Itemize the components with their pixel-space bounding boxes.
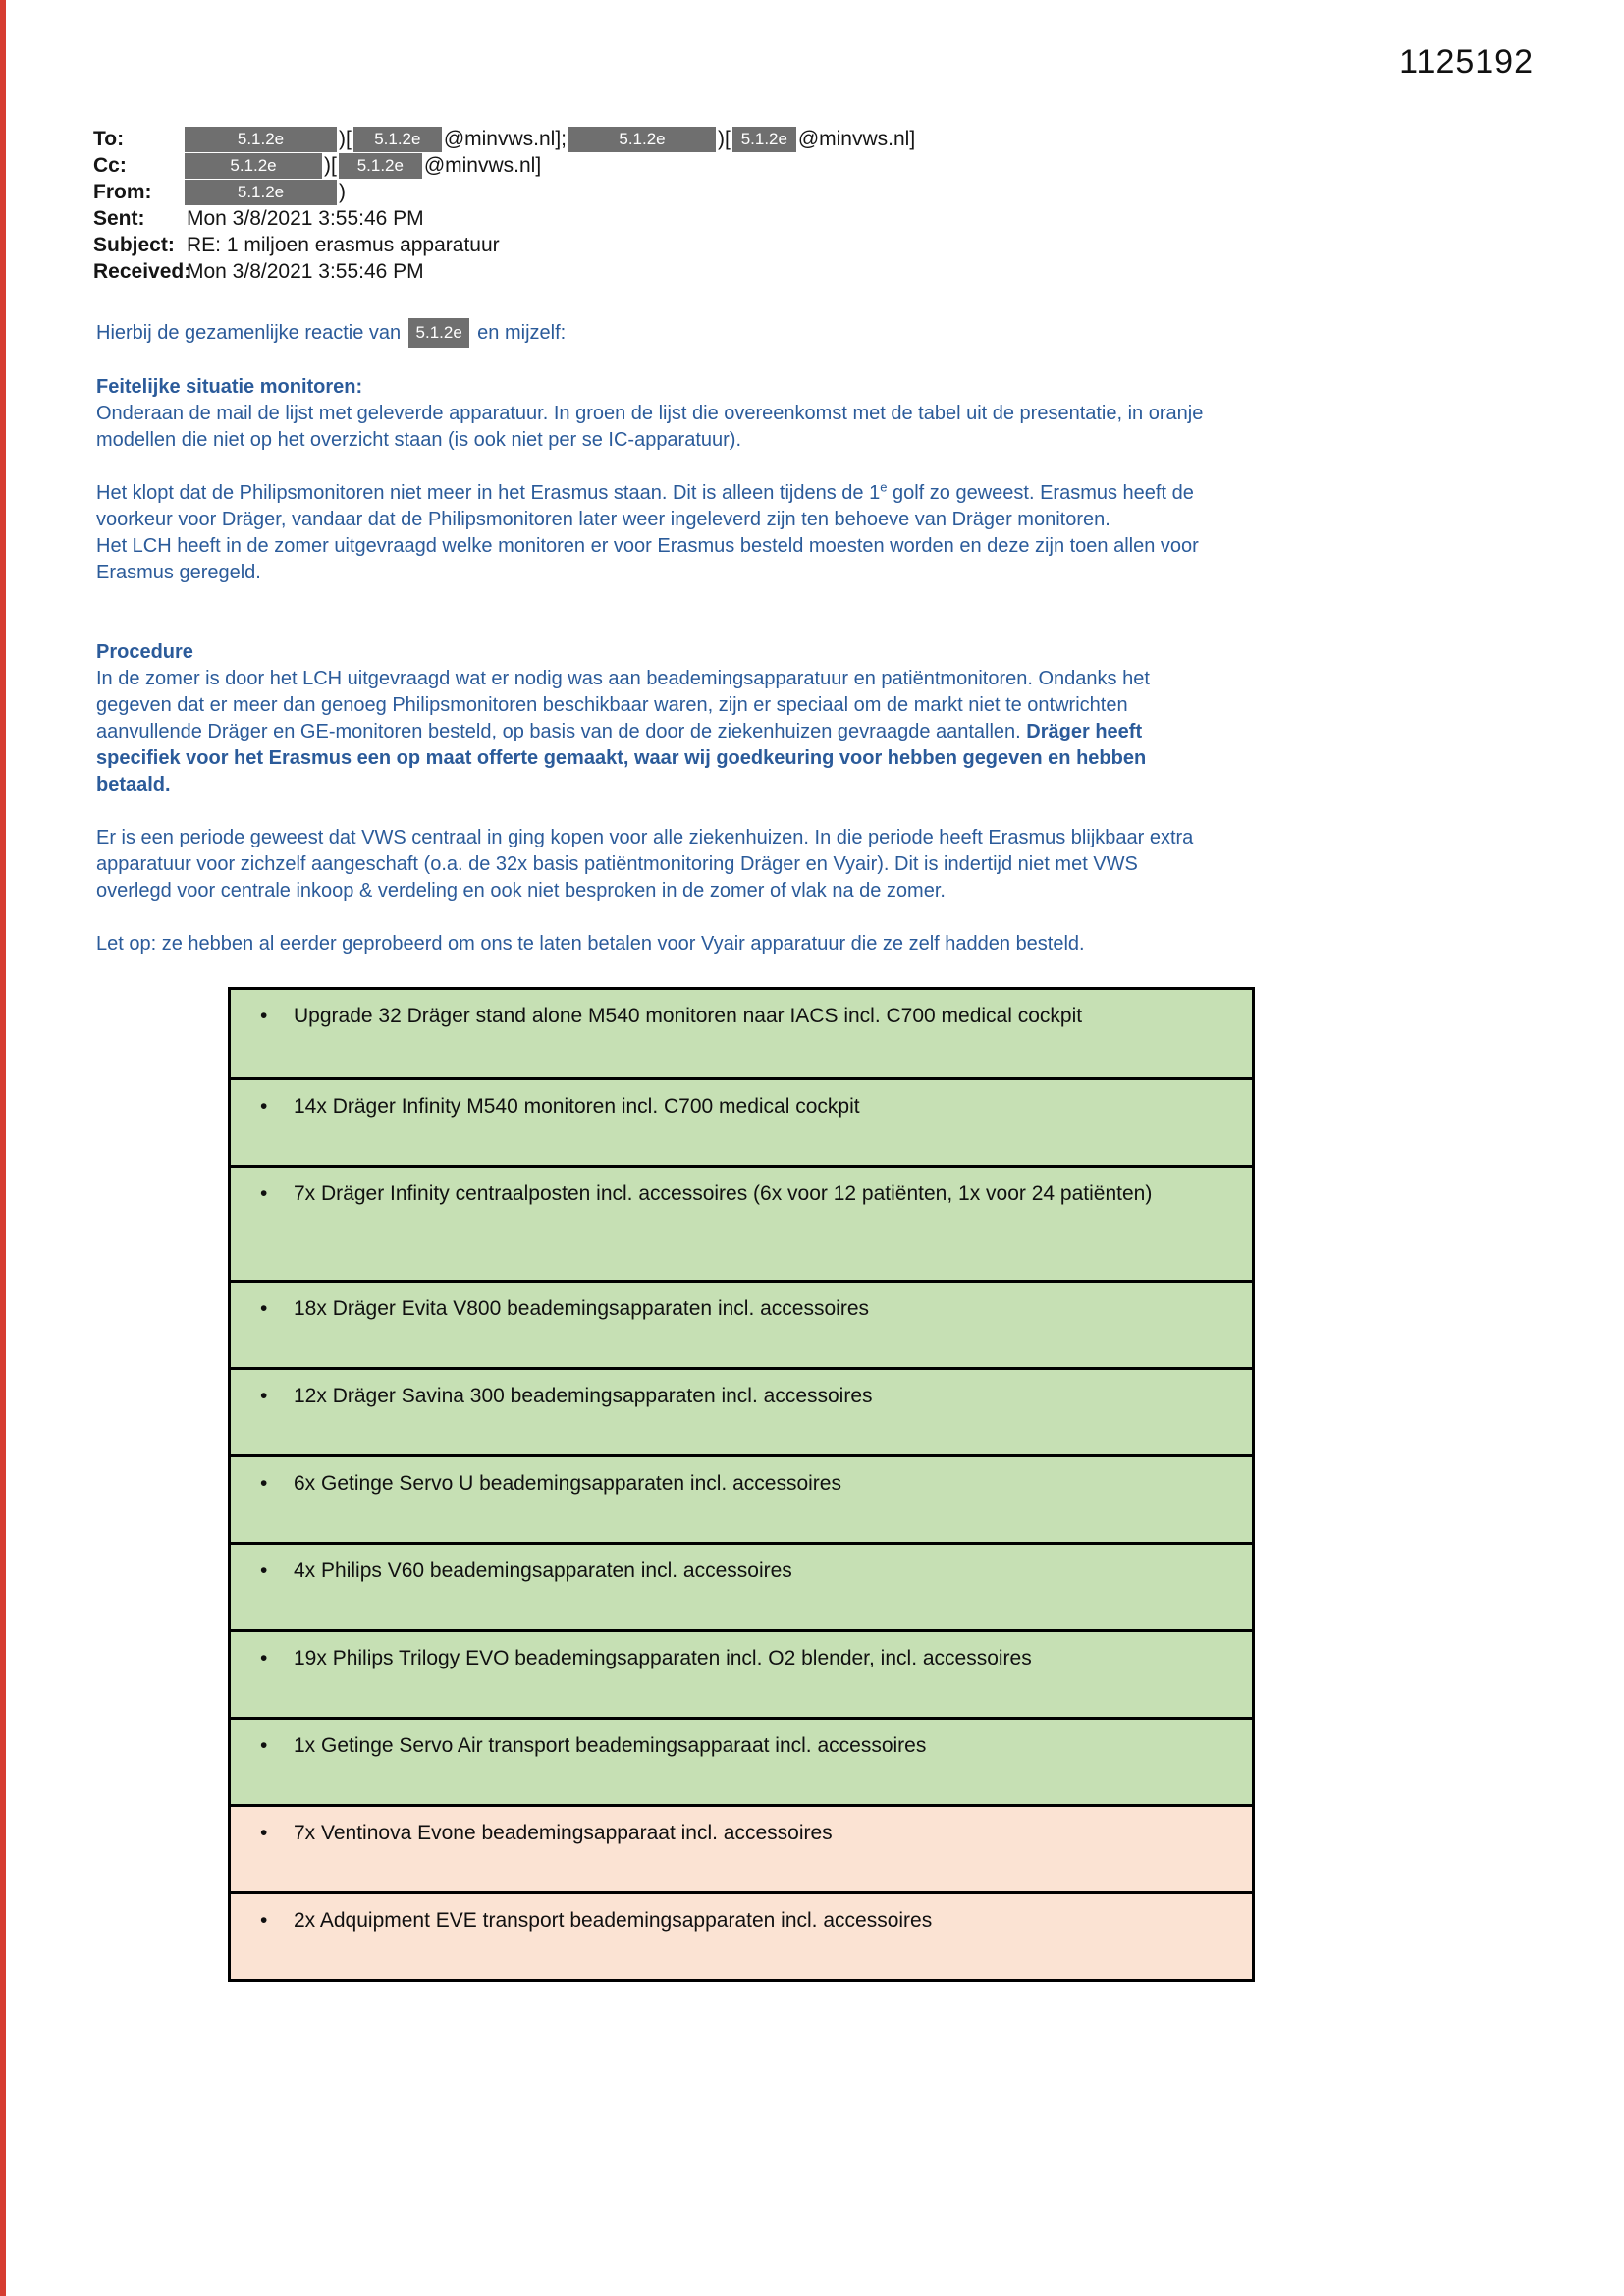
equipment-table (228, 987, 1255, 1982)
paragraph-overview: Onderaan de mail de lijst met geleverde apparatuur. In groen de lijst die overeenkomst met de tabel uit de presentatie, in oranje modellen die niet op het overzicht staan (is ook niet per se IC-apparatuur). (96, 403, 1204, 451)
redaction-box: 5.1.2e (185, 153, 322, 179)
paragraph-text: golf zo geweest. Erasmus heeft de voorkeur voor Dräger, vandaar dat de Philipsmonitoren later weer ingeleverd zijn ten behoeve van Dräger monitoren. (96, 482, 1194, 530)
header-row-cc (93, 152, 1624, 179)
table-row (231, 1804, 1252, 1891)
bullet-icon: • (260, 1095, 268, 1118)
header-text: @minvws.nl] (423, 154, 542, 177)
intro-line (96, 318, 1211, 348)
header-label-sent: Sent: (93, 207, 145, 230)
section-heading-monitoren: Feitelijke situatie monitoren: (96, 376, 363, 398)
redaction-box: 5.1.2e (185, 127, 337, 152)
table-row (231, 1280, 1252, 1367)
table-row (231, 1717, 1252, 1804)
table-row-text: 1x Getinge Servo Air transport beademingsapparaat incl. accessoires (294, 1734, 927, 1757)
bullet-icon: • (260, 1005, 268, 1027)
table-row (231, 1629, 1252, 1717)
bullet-icon: • (260, 1734, 268, 1757)
header-label-received: Received: (93, 260, 191, 283)
table-row (231, 990, 1252, 1077)
table-row (231, 1165, 1252, 1280)
section-heading-procedure: Procedure (96, 641, 193, 663)
sent-value: Mon 3/8/2021 3:55:46 PM (187, 207, 424, 230)
table-row (231, 1891, 1252, 1979)
table-row-text: 19x Philips Trilogy EVO beademingsapparaten incl. O2 blender, incl. accessoires (294, 1647, 1032, 1669)
table-row-text: 14x Dräger Infinity M540 monitoren incl. C700 medical cockpit (294, 1095, 860, 1118)
table-row-text: 7x Dräger Infinity centraalposten incl. accessoires (6x voor 12 patiënten, 1x voor 24 patiënten) (294, 1182, 1153, 1205)
header-value-to (185, 126, 917, 152)
bullet-icon: • (260, 1182, 268, 1205)
paragraph-philips (96, 480, 1211, 586)
received-value: Mon 3/8/2021 3:55:46 PM (187, 260, 424, 283)
table-row-text: 6x Getinge Servo U beademingsapparaten incl. accessoires (294, 1472, 841, 1495)
redaction-box: 5.1.2e (408, 318, 469, 348)
bullet-icon: • (260, 1297, 268, 1320)
table-row (231, 1077, 1252, 1165)
table-row (231, 1367, 1252, 1454)
intro-text-before: Hierbij de gezamenlijke reactie van (96, 321, 402, 344)
header-value-cc (185, 152, 543, 179)
header-text: )[ (339, 128, 352, 150)
redaction-box: 5.1.2e (732, 127, 796, 152)
email-body (96, 318, 1211, 957)
redaction-box: 5.1.2e (353, 127, 442, 152)
header-text: )[ (324, 154, 337, 177)
paragraph-procedure (96, 666, 1211, 798)
bullet-icon: • (260, 1822, 268, 1844)
superscript-e: e (880, 479, 888, 495)
header-row-received (93, 258, 1624, 285)
header-label-subject: Subject: (93, 234, 175, 256)
header-text: ) (339, 181, 346, 203)
redaction-box: 5.1.2e (568, 127, 716, 152)
header-row-to (93, 126, 1624, 152)
header-text: @minvws.nl]; (443, 128, 567, 150)
subject-value: RE: 1 miljoen erasmus apparatuur (187, 234, 500, 256)
redaction-box: 5.1.2e (185, 180, 337, 205)
table-row (231, 1454, 1252, 1542)
document-number: 1125192 (1399, 43, 1534, 81)
bullet-icon: • (260, 1909, 268, 1932)
header-row-sent (93, 205, 1624, 232)
table-row-text: 18x Dräger Evita V800 beademingsapparaten incl. accessoires (294, 1297, 870, 1320)
paragraph-let-op: Let op: ze hebben al eerder geprobeerd om ons te laten betalen voor Vyair apparatuur die ze zelf hadden besteld. (96, 933, 1085, 955)
bullet-icon: • (260, 1472, 268, 1495)
header-text: )[ (718, 128, 731, 150)
header-text: @minvws.nl] (797, 128, 916, 150)
bullet-icon: • (260, 1559, 268, 1582)
table-row-text: 12x Dräger Savina 300 beademingsapparaten incl. accessoires (294, 1385, 873, 1407)
intro-text-after: en mijzelf: (477, 321, 567, 344)
table-row-text: 2x Adquipment EVE transport beademingsapparaten incl. accessoires (294, 1909, 933, 1932)
red-margin-line (0, 0, 6, 2296)
table-row (231, 1542, 1252, 1629)
table-row-text: 4x Philips V60 beademingsapparaten incl. accessoires (294, 1559, 792, 1582)
header-label-from: From: (93, 181, 152, 203)
paragraph-vws-centraal: Er is een periode geweest dat VWS centraal in ging kopen voor alle ziekenhuizen. In die periode heeft Erasmus blijkbaar extra apparatuur voor zichzelf aangeschaft (o.a. de 32x basis patiëntmonitoring Dräger en Vyair). Dit is indertijd niet met VWS overlegd voor centrale inkoop & verdeling en ook niet besproken in de zomer of vlak na de zomer. (96, 827, 1194, 902)
header-value-from (185, 179, 348, 205)
header-row-from (93, 179, 1624, 205)
paragraph-text: In de zomer is door het LCH uitgevraagd wat er nodig was aan beademingsapparatuur en patiëntmonitoren. Ondanks het gegeven dat er meer dan genoeg Philipsmonitoren beschikbaar waren, zijn er speciaal om de markt niet te ontwrichten aanvullende Dräger en GE-monitoren besteld, op basis van de door de ziekenhuizen gevraagde aantallen. (96, 668, 1150, 742)
paragraph-bold-text: Dräger heeft specifiek voor het Erasmus een op maat offerte gemaakt, waar wij goedkeuring voor hebben gegeven en hebben betaald. (96, 721, 1147, 795)
bullet-icon: • (260, 1647, 268, 1669)
paragraph-text: Het LCH heeft in de zomer uitgevraagd welke monitoren er voor Erasmus besteld moesten worden en deze zijn toen allen voor Erasmus geregeld. (96, 535, 1199, 583)
header-label-to: To: (93, 128, 125, 150)
header-row-subject (93, 232, 1624, 258)
table-row-text: 7x Ventinova Evone beademingsapparaat incl. accessoires (294, 1822, 833, 1844)
bullet-icon: • (260, 1385, 268, 1407)
paragraph-text: Het klopt dat de Philipsmonitoren niet meer in het Erasmus staan. Dit is alleen tijdens de 1 (96, 482, 881, 504)
email-header (93, 126, 1624, 285)
redaction-box: 5.1.2e (339, 153, 422, 179)
header-label-cc: Cc: (93, 154, 127, 177)
table-row-text: Upgrade 32 Dräger stand alone M540 monitoren naar IACS incl. C700 medical cockpit (294, 1005, 1083, 1027)
